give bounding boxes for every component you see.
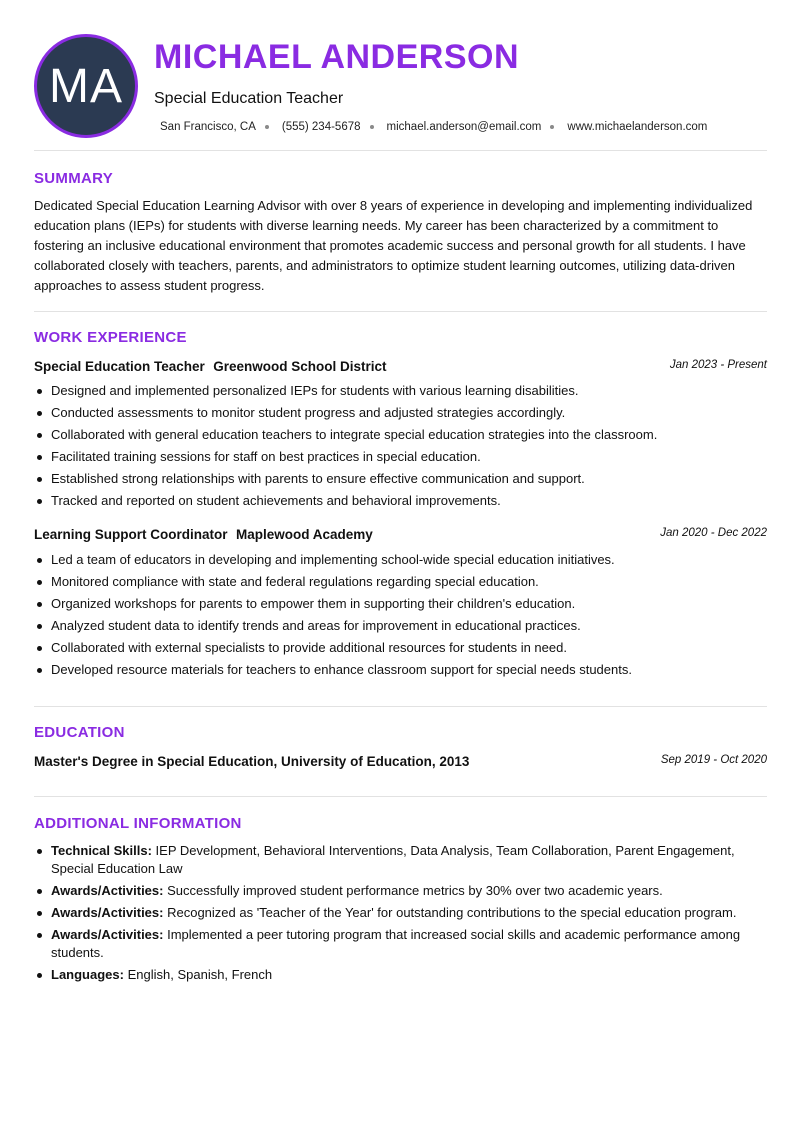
item-text: IEP Development, Behavioral Interventions, Data Analysis, Team Collaboration, Parent Engagement, Special Education Law — [51, 843, 735, 876]
section-divider — [34, 706, 767, 707]
education-degree: Master's Degree in Special Education, University of Education, 2013 — [34, 754, 470, 769]
job-date: Jan 2020 - Dec 2022 — [660, 527, 767, 539]
list-item: Analyzed student data to identify trends and areas for improvement in educational practices. — [34, 617, 767, 635]
list-item: Developed resource materials for teachers to enhance classroom support for special needs students. — [34, 661, 767, 679]
list-item: Conducted assessments to monitor student progress and adjusted strategies accordingly. — [34, 404, 767, 422]
job-role: Learning Support Coordinator — [34, 527, 228, 542]
candidate-name: MICHAEL ANDERSON — [154, 38, 520, 76]
avatar — [34, 34, 138, 138]
summary-heading: SUMMARY — [34, 170, 114, 187]
contact-website[interactable]: www.michaelanderson.com — [567, 121, 708, 133]
separator-dot-icon — [550, 125, 554, 129]
education-heading: EDUCATION — [34, 724, 125, 741]
item-text: English, Spanish, French — [127, 967, 273, 982]
separator-dot-icon — [370, 125, 374, 129]
item-text: Implemented a peer tutoring program that increased social skills and academic performance among students. — [51, 927, 741, 960]
list-item — [34, 842, 767, 878]
job-date: Jan 2023 - Present — [669, 359, 767, 371]
list-item — [34, 904, 767, 922]
job-organization: Greenwood School District — [213, 359, 387, 374]
list-item: Established strong relationships with parents to ensure effective communication and support. — [34, 470, 767, 488]
job-header — [34, 358, 767, 376]
section-divider — [34, 796, 767, 797]
item-text: Recognized as 'Teacher of the Year' for outstanding contributions to the special education program. — [167, 905, 737, 920]
section-divider — [34, 150, 767, 151]
list-item: Facilitated training sessions for staff on best practices in special education. — [34, 448, 767, 466]
job-role: Special Education Teacher — [34, 359, 205, 374]
summary-text: Dedicated Special Education Learning Advisor with over 8 years of experience in developing and implementing individualized education plans (IEPs) for students with diverse learning needs. My career has been characterized by a commitment to fostering an inclusive educational environment that promotes academic success and personal growth for all students. I have collaborated closely with teachers, parents, and administrators to optimize student learning outcomes, utilizing data-driven approaches to assess student progress. — [34, 198, 753, 293]
list-item: Collaborated with general education teachers to integrate special education strategies into the classroom. — [34, 426, 767, 444]
list-item: Organized workshops for parents to empower them in supporting their children's education. — [34, 595, 767, 613]
section-divider — [34, 311, 767, 312]
item-label: Awards/Activities: — [51, 905, 164, 920]
contact-email[interactable]: michael.anderson@email.com — [386, 121, 542, 133]
list-item — [34, 926, 767, 962]
list-item — [34, 882, 767, 900]
experience-heading: WORK EXPERIENCE — [34, 329, 187, 346]
list-item — [34, 966, 767, 984]
resume-header — [34, 34, 767, 138]
list-item: Led a team of educators in developing and implementing school-wide special education initiatives. — [34, 551, 767, 569]
job-organization: Maplewood Academy — [235, 527, 373, 542]
item-label: Languages: — [51, 967, 124, 982]
additional-list — [34, 842, 767, 988]
education-date: Sep 2019 - Oct 2020 — [660, 754, 767, 766]
job-bullets — [34, 382, 767, 514]
list-item: Collaborated with external specialists to provide additional resources for students in need. — [34, 639, 767, 657]
education-entry — [34, 753, 767, 771]
list-item: Monitored compliance with state and federal regulations regarding special education. — [34, 573, 767, 591]
item-label: Awards/Activities: — [51, 883, 164, 898]
avatar-initials: MA — [49, 59, 123, 113]
job-header — [34, 526, 767, 544]
contact-location: San Francisco, CA — [160, 121, 256, 133]
item-text: Successfully improved student performance metrics by 30% over two academic years. — [167, 883, 663, 898]
additional-heading: ADDITIONAL INFORMATION — [34, 815, 242, 832]
separator-dot-icon — [265, 125, 269, 129]
contact-phone: (555) 234-5678 — [281, 121, 361, 133]
job-bullets — [34, 551, 767, 683]
list-item: Designed and implemented personalized IEPs for students with various learning disabilities. — [34, 382, 767, 400]
candidate-title: Special Education Teacher — [154, 90, 344, 107]
contact-bar — [160, 121, 707, 133]
item-label: Awards/Activities: — [51, 927, 164, 942]
list-item: Tracked and reported on student achievements and behavioral improvements. — [34, 492, 767, 510]
item-label: Technical Skills: — [51, 843, 152, 858]
